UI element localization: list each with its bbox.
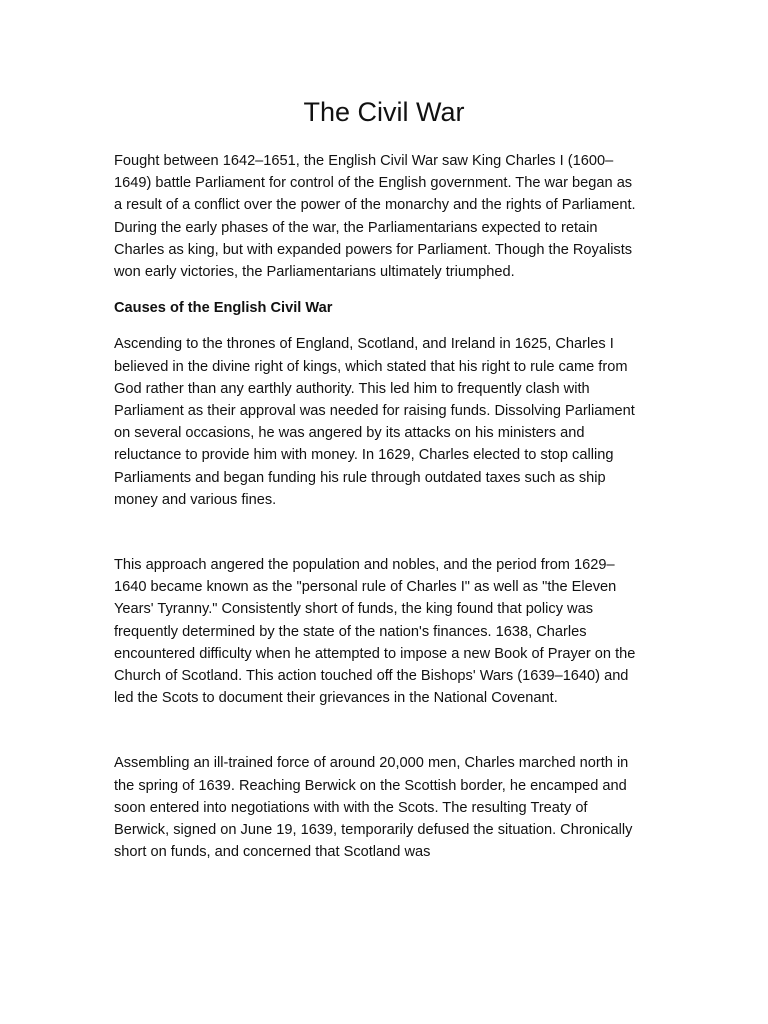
document-title: The Civil War xyxy=(303,97,465,127)
spacer xyxy=(114,511,644,554)
spacer xyxy=(114,319,644,333)
section-heading: Causes of the English Civil War xyxy=(114,300,333,317)
spacer xyxy=(114,709,644,752)
body-paragraph: Ascending to the thrones of England, Scotland, and Ireland in 1625, Charles I believed in the divine right of kings, which stated that his right to rule came from God rather than any earthly authority. This led him to frequently clash with Parliament as their approval was needed for raising funds. Dissolving Parliament on several occasions, he was angered by its attacks on his ministers and reluctance to provide him with money. In 1629, Charles elected to stop calling Parliaments and began funding his rule through outdated taxes such as ship money and various fines. xyxy=(114,336,635,508)
body-paragraph: This approach angered the population and nobles, and the period from 1629–1640 became known as the "personal rule of Charles I" as well as "the Eleven Years' Tyranny." Consistently short of funds, the king found that policy was frequently determined by the state of the nation's finances. 1638, Charles encountered difficulty when he attempted to impose a new Book of Prayer on the Church of Scotland. This action touched off the Bishops' Wars (1639–1640) and led the Scots to document their grievances in the National Covenant. xyxy=(114,557,636,707)
spacer xyxy=(114,283,644,297)
body-paragraph: Assembling an ill-trained force of around 20,000 men, Charles marched north in the spring of 1639. Reaching Berwick on the Scottish border, he encamped and soon entered into negotiations with with the Scots. The resulting Treaty of Berwick, signed on June 19, 1639, temporarily defused the situation. Chronically short on funds, and concerned that Scotland was xyxy=(114,755,633,861)
intro-paragraph: Fought between 1642–1651, the English Civil War saw King Charles I (1600–1649) battle Parliament for control of the English government. The war began as a result of a conflict over the power of the monarchy and the rights of Parliament. During the early phases of the war, the Parliamentarians expected to retain Charles as king, but with expanded powers for Parliament. Though the Royalists won early victories, the Parliamentarians ultimately triumphed. xyxy=(114,153,636,281)
document-body xyxy=(114,150,644,863)
